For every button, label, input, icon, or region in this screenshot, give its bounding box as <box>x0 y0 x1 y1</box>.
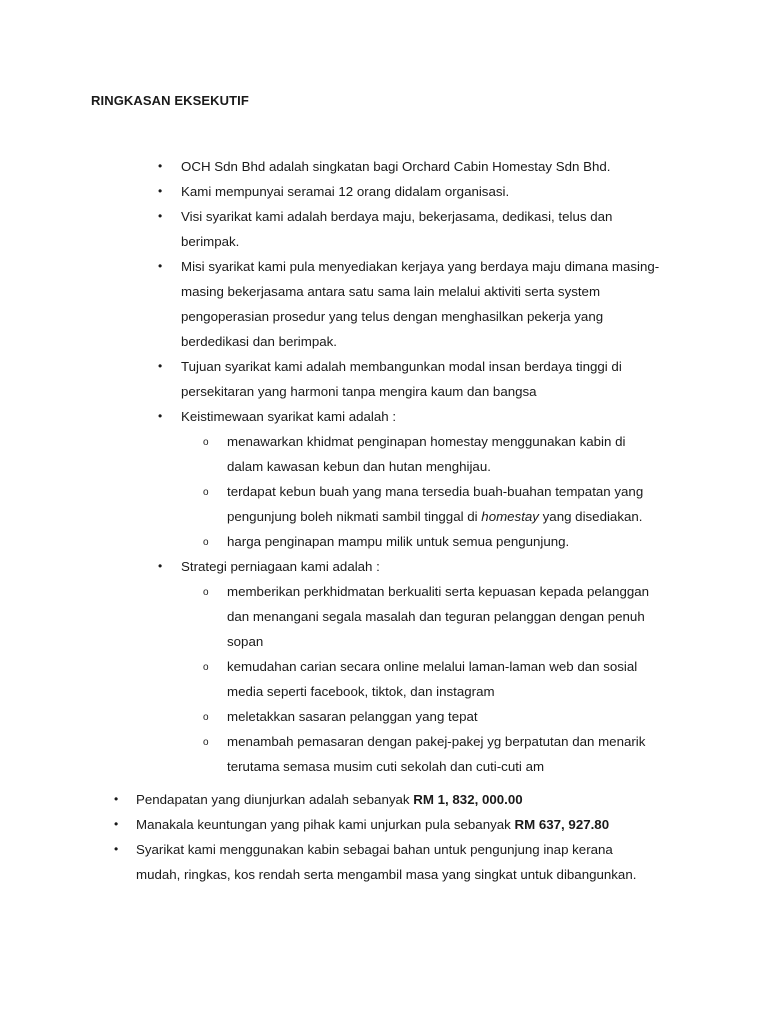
sub-item-emphasis: homestay <box>481 509 539 524</box>
sub-bullet-icon: o <box>203 487 209 498</box>
bullet-icon: • <box>114 817 119 831</box>
sub-item-text: meletakkan sasaran pelanggan yang tepat <box>227 709 478 724</box>
summary-bullet-list <box>0 787 768 887</box>
sub-list-features <box>181 429 686 554</box>
list-item <box>0 154 686 179</box>
sub-list-item <box>181 704 677 729</box>
main-bullet-list <box>0 154 768 779</box>
list-item <box>0 204 686 254</box>
list-item-text: Pendapatan yang diunjurkan adalah sebanyak <box>136 792 414 807</box>
list-item <box>0 354 686 404</box>
list-item-text: pengoperasian prosedur yang telus dengan menghasilkan pekerja yang <box>181 309 604 324</box>
bullet-icon: • <box>158 209 163 223</box>
sub-item-text: kemudahan carian secara online melalui laman-laman web dan sosial <box>227 659 638 674</box>
list-item <box>0 812 676 837</box>
list-item-text: persekitaran yang harmoni tanpa mengira kaum dan bangsa <box>181 384 537 399</box>
sub-item-text: memberikan perkhidmatan berkualiti serta kepuasan kepada pelanggan <box>227 584 650 599</box>
sub-item-text: dan menangani segala masalah dan teguran pelanggan dengan penuh <box>227 609 645 624</box>
bullet-icon: • <box>158 259 163 273</box>
bullet-icon: • <box>114 792 119 806</box>
sub-item-text: sopan <box>227 634 264 649</box>
bullet-icon: • <box>158 409 163 423</box>
list-item <box>0 404 686 554</box>
list-item-text: Keistimewaan syarikat kami adalah : <box>181 409 397 424</box>
list-item-text: masing bekerjasama antara satu sama lain melalui aktiviti serta system <box>181 284 601 299</box>
sub-item-text: menambah pemasaran dengan pakej-pakej yg berpatutan dan menarik <box>227 734 646 749</box>
sub-bullet-icon: o <box>203 712 209 723</box>
sub-list-item <box>181 654 677 704</box>
bullet-icon: • <box>114 842 119 856</box>
list-item-text: Misi syarikat kami pula menyediakan kerjaya yang berdaya maju dimana masing- <box>181 259 660 274</box>
bullet-icon: • <box>158 159 163 173</box>
sub-item-text: terdapat kebun buah yang mana tersedia buah-buahan tempatan yang <box>227 484 644 499</box>
sub-item-text: dalam kawasan kebun dan hutan menghijau. <box>227 459 491 474</box>
sub-list-item <box>181 729 677 779</box>
list-item <box>0 787 676 812</box>
list-item-text: Kami mempunyai seramai 12 orang didalam organisasi. <box>181 184 510 199</box>
list-item <box>0 837 676 887</box>
sub-bullet-icon: o <box>203 437 209 448</box>
sub-item-text: yang disediakan. <box>538 509 643 524</box>
list-item-text: Manakala keuntungan yang pihak kami unjurkan pula sebanyak <box>136 817 515 832</box>
document-title: RINGKASAN EKSEKUTIF <box>91 93 249 108</box>
revenue-amount: RM 1, 832, 000.00 <box>413 792 523 807</box>
list-item-text: Syarikat kami menggunakan kabin sebagai bahan untuk pengunjung inap kerana <box>136 842 613 857</box>
sub-bullet-icon: o <box>203 737 209 748</box>
list-item <box>0 554 686 779</box>
list-item-text: OCH Sdn Bhd adalah singkatan bagi Orchard Cabin Homestay Sdn Bhd. <box>181 159 611 174</box>
bullet-icon: • <box>158 359 163 373</box>
sub-bullet-icon: o <box>203 537 209 548</box>
list-item <box>0 179 686 204</box>
list-item-text: Visi syarikat kami adalah berdaya maju, bekerjasama, dedikasi, telus dan <box>181 209 613 224</box>
sub-item-text: harga penginapan mampu milik untuk semua pengunjung. <box>227 534 570 549</box>
list-item-text: berdedikasi dan berimpak. <box>181 334 337 349</box>
bullet-icon: • <box>158 559 163 573</box>
sub-list-item <box>181 479 677 529</box>
sub-bullet-icon: o <box>203 587 209 598</box>
sub-item-text: pengunjung boleh nikmati sambil tinggal di <box>227 509 482 524</box>
bullet-icon: • <box>158 184 163 198</box>
sub-item-text: terutama semasa musim cuti sekolah dan cuti-cuti am <box>227 759 545 774</box>
sub-list-item <box>181 429 677 479</box>
sub-list-item <box>181 529 677 554</box>
sub-bullet-icon: o <box>203 662 209 673</box>
list-item-text: Strategi perniagaan kami adalah : <box>181 559 380 574</box>
list-item-text: mudah, ringkas, kos rendah serta mengambil masa yang singkat untuk dibangunkan. <box>136 867 637 882</box>
sub-item-text: menawarkan khidmat penginapan homestay menggunakan kabin di <box>227 434 626 449</box>
list-item-text: Tujuan syarikat kami adalah membangunkan modal insan berdaya tinggi di <box>181 359 622 374</box>
sub-item-text: media seperti facebook, tiktok, dan instagram <box>227 684 495 699</box>
sub-list-item <box>181 579 677 654</box>
sub-list-strategies <box>181 579 686 779</box>
list-item-text: berimpak. <box>181 234 240 249</box>
profit-amount: RM 637, 927.80 <box>514 817 610 832</box>
list-item <box>0 254 686 354</box>
